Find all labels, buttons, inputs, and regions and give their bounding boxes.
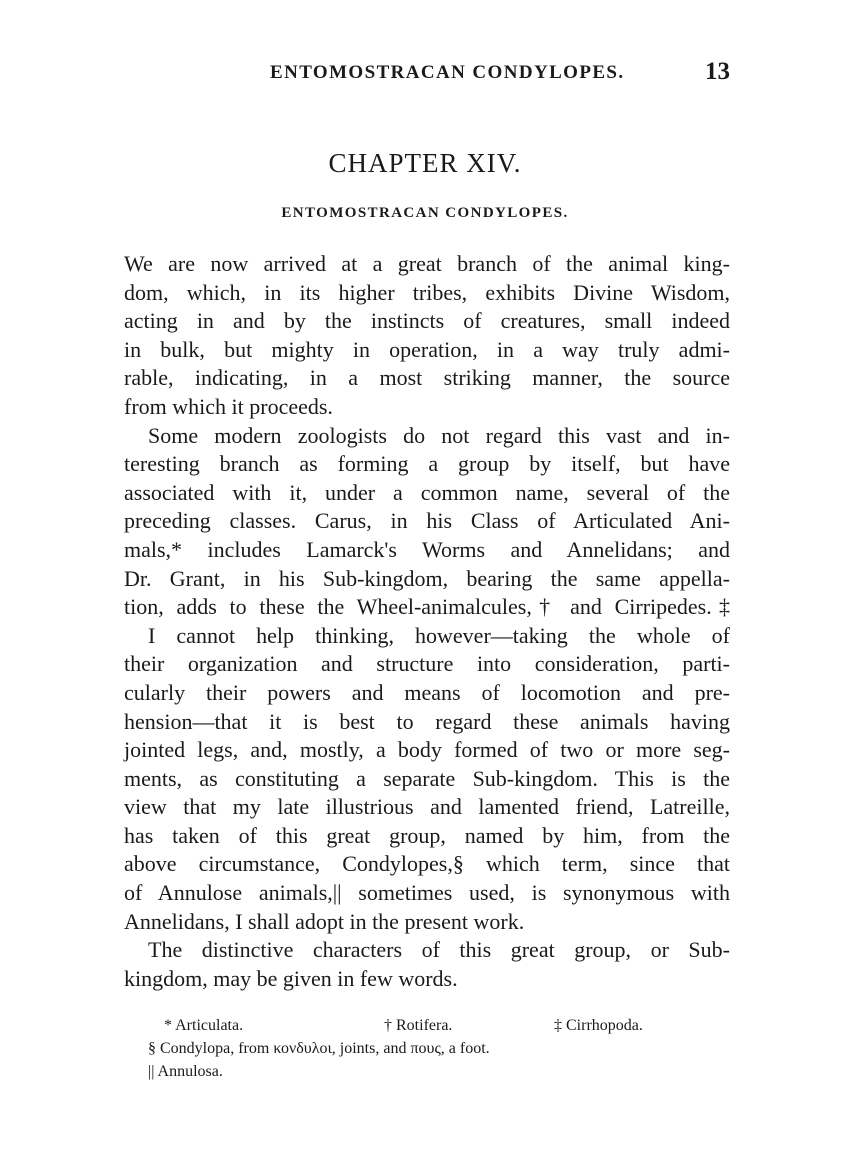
text-line: hension—that it is best to regard these animals having	[124, 708, 730, 734]
body-text	[124, 250, 730, 993]
footnote-rotifera: † Rotifera.	[384, 1017, 453, 1034]
text-line: preceding classes. Carus, in his Class of Articulated Ani-	[124, 508, 730, 534]
text-line: acting in and by the instincts of creatures, small indeed	[124, 308, 730, 334]
text-line: cularly their powers and means of locomotion and pre-	[124, 679, 730, 705]
text-line: has taken of this great group, named by him, from the	[124, 822, 730, 848]
text-line: tion, adds to these the Wheel-animalcules,† and Cirripedes.‡	[124, 594, 730, 620]
text-line: Some modern zoologists do not regard this vast and in-	[148, 422, 730, 448]
text-line: teresting branch as forming a group by itself, but have	[124, 451, 730, 477]
footnote-annulosa: || Annulosa.	[148, 1063, 223, 1080]
text-line: ments, as constituting a separate Sub-kingdom. This is the	[124, 765, 730, 791]
text-line: dom, which, in its higher tribes, exhibits Divine Wisdom,	[124, 279, 730, 305]
footnotes	[124, 1014, 730, 1083]
text-line: above circumstance, Condylopes,§ which term, since that	[124, 851, 730, 877]
text-line: associated with it, under a common name, several of the	[124, 479, 730, 505]
text-line: The distinctive characters of this great group, or Sub-	[148, 937, 730, 963]
text-line: from which it proceeds.	[124, 393, 333, 419]
running-head: ENTOMOSTRACAN CONDYLOPES.	[270, 62, 625, 83]
footnote-condylopa: § Condylopa, from κονδυλοι, joints, and πους, a foot.	[148, 1040, 490, 1057]
footnote-articulata: * Articulata.	[164, 1017, 244, 1034]
text-line: in bulk, but mighty in operation, in a way truly admi-	[124, 336, 730, 362]
text-line: Dr. Grant, in his Sub-kingdom, bearing the same appella-	[124, 565, 730, 591]
text-line: kingdom, may be given in few words.	[124, 965, 458, 991]
text-line: jointed legs, and, mostly, a body formed of two or more seg-	[124, 737, 730, 763]
text-line: their organization and structure into consideration, parti-	[124, 651, 730, 677]
text-line: view that my late illustrious and lamented friend, Latreille,	[124, 794, 730, 820]
page-number: 13	[705, 58, 730, 85]
text-line: mals,* includes Lamarck's Worms and Annelidans; and	[124, 536, 730, 562]
chapter-title: CHAPTER XIV.	[328, 148, 522, 178]
text-line: Annelidans, I shall adopt in the present work.	[124, 908, 525, 934]
text-line: I cannot help thinking, however—taking the whole of	[148, 622, 730, 648]
footnote-row	[124, 1014, 730, 1037]
footnote-cirrhopoda: ‡ Cirrhopoda.	[554, 1017, 643, 1034]
text-line: We are now arrived at a great branch of the animal king-	[124, 251, 730, 276]
text-line: rable, indicating, in a most striking manner, the source	[124, 365, 730, 391]
chapter-subtitle: ENTOMOSTRACAN CONDYLOPES.	[281, 205, 569, 221]
text-line: of Annulose animals,|| sometimes used, is synonymous with	[124, 880, 730, 906]
